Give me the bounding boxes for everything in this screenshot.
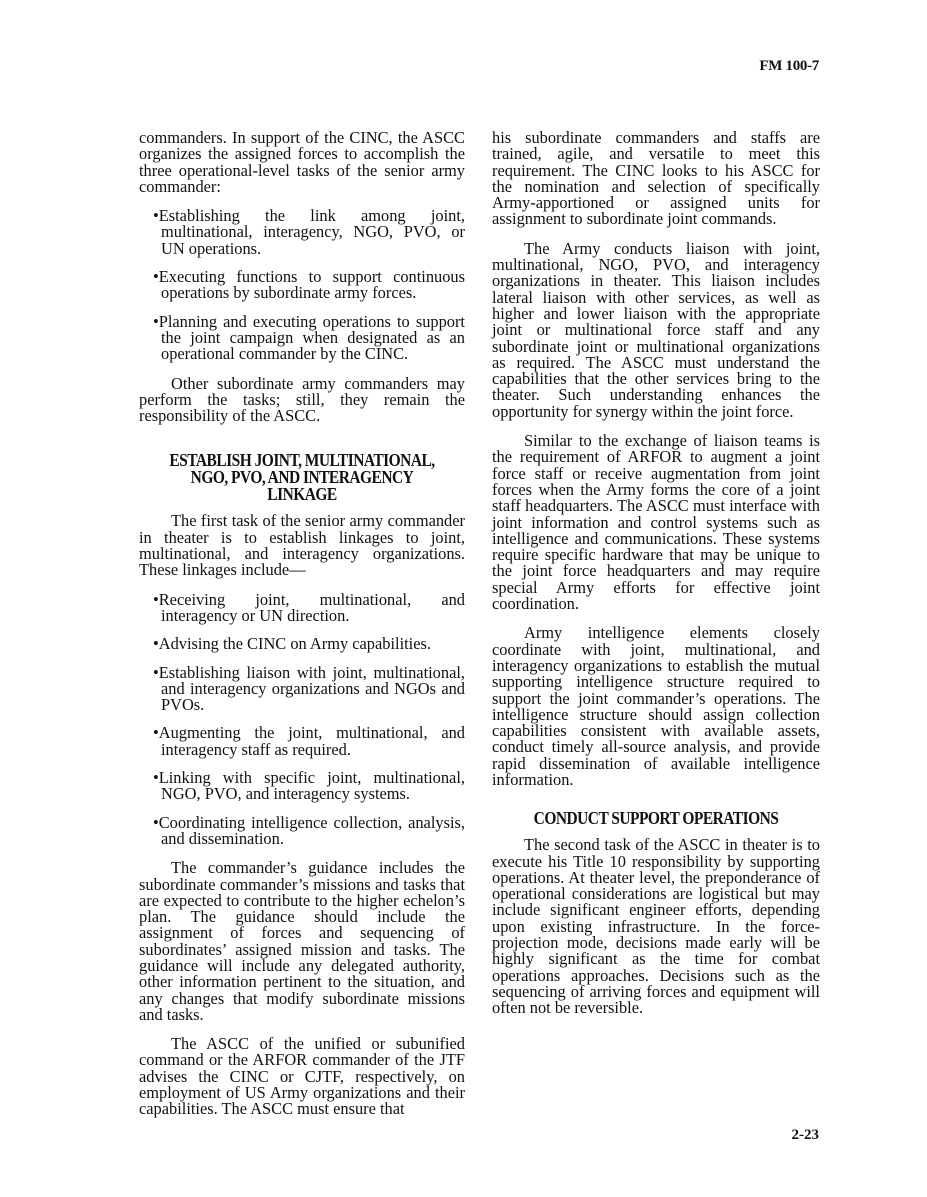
liaison-paragraph: The Army conducts liaison with joint, multinational, NGO, PVO, and interagency organizations in theater. This liaison includes lateral liaison with other services, as well as higher and lower liaison with the appropriate joint or multinational force staff and any subordinate joint or multinational organizations as required. The ASCC must understand the capabilities that the other services bring to the theater. Such understanding enhances the opportunity for synergy within the joint force. [492, 238, 820, 421]
section-heading-support: CONDUCT SUPPORT OPERATIONS [533, 808, 779, 829]
exchange-paragraph: Similar to the exchange of liaison teams is the requirement of ARFOR to augment a joint force staff or receive augmentation from joint forces when the Army forms the core of a joint staff headquarters. The ASCC must interface with joint information and control systems such as intelligence and communications. These systems require specific hardware that may be unique to the joint force headquarters and may require special Army efforts for effective joint coordination. [492, 431, 820, 614]
intelligence-paragraph: Army intelligence elements closely coordinate with joint, multinational, and interagency organizations to establish the mutual supporting intelligence structure required to support the joint commander’s operations. The intelligence structure should assign collection capabilities consistent with available assets, conduct timely all-source analysis, and provide rapid dissemination of available intelligence information. [492, 623, 820, 789]
intro-paragraph: commanders. In support of the CINC, the ASCC organizes the assigned forces to accomplish the three operational-level tasks of the senior army commander: [139, 128, 465, 196]
list-item: •Augmenting the joint, multinational, and interagency staff as required. [153, 723, 465, 759]
list-item: •Advising the CINC on Army capabilities. [153, 634, 431, 654]
other-commanders-paragraph: Other subordinate army commanders may perform the tasks; still, they remain the responsibility of the ASCC. [139, 373, 465, 426]
left-column [139, 130, 465, 1131]
right-column [492, 130, 820, 1030]
list-item: •Linking with specific joint, multinational, NGO, PVO, and interagency systems. [153, 768, 465, 804]
linkage-intro-paragraph: The first task of the senior army commander in theater is to establish linkages to joint, multinational, and interagency organizations. These linkages include— [139, 511, 465, 580]
guidance-paragraph: The commander’s guidance includes the subordinate commander’s missions and tasks that are expected to contribute to the higher echelon’s plan. The guidance should include the assignment of forces and sequencing of subordinates’ assigned mission and tasks. The guidance will include any delegated authority, other information pertinent to the situation, and any changes that modify subordinate missions and tasks. [139, 858, 465, 1024]
ascc-paragraph: The ASCC of the unified or subunified command or the ARFOR commander of the JTF advises the CINC or CJTF, respectively, on employment of US Army organizations and their capabilities. The ASCC must ensure that [139, 1034, 465, 1119]
continuation-paragraph: his subordinate commanders and staffs are trained, agile, and versatile to meet this requirement. The CINC looks to his ASCC for the nomination and selection of specifically Army-apportioned or assigned units for assignment to subordinate joint commands. [492, 128, 820, 229]
list-item: •Establishing the link among joint, multinational, interagency, NGO, PVO, or UN operations. [153, 206, 465, 258]
list-item: •Planning and executing operations to support the joint campaign when designated as an operational commander by the CINC. [153, 311, 465, 364]
support-paragraph: The second task of the ASCC in theater is to execute his Title 10 responsibility by supporting operations. At theater level, the preponderance of operational considerations are logistical but may include significant engineer efforts, depending upon existing infrastructure. In the force-projection mode, decisions made early will be highly significant as the time for combat operations approaches. Decisions such as the sequencing of arriving forces and equipment will often not be reversible. [492, 835, 820, 1018]
list-item: •Establishing liaison with joint, multinational, and interagency organizations and NGOs and PVOs. [153, 662, 465, 715]
list-item: •Receiving joint, multinational, and interagency or UN direction. [153, 589, 465, 625]
operational-tasks-list [139, 208, 465, 362]
list-item: •Coordinating intelligence collection, analysis, and dissemination. [153, 812, 465, 848]
manual-id-header: FM 100-7 [759, 58, 819, 74]
section-heading-linkage: ESTABLISH JOINT, MULTINATIONAL, NGO, PVO, AND INTERAGENCY LINKAGE [169, 450, 435, 505]
list-item: •Executing functions to support continuous operations by subordinate army forces. [153, 267, 465, 303]
linkages-list [139, 589, 465, 848]
page-number: 2-23 [791, 1127, 819, 1143]
